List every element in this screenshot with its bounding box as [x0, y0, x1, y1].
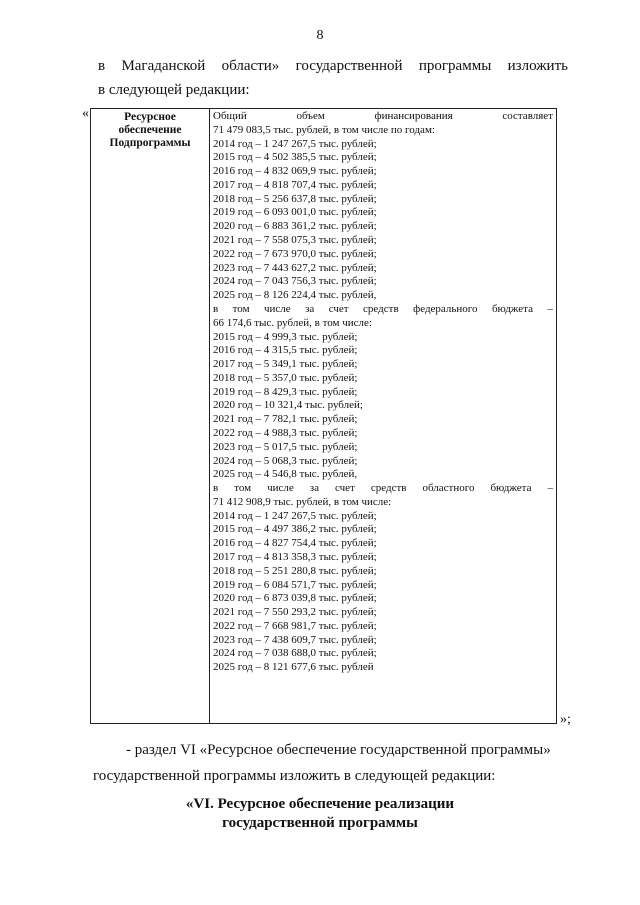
- year-line: 2019 год – 6 093 001,0 тыс. рублей;: [213, 206, 377, 219]
- word: в: [213, 302, 219, 315]
- regional-line: [213, 482, 553, 496]
- word: бюджета: [491, 302, 533, 315]
- year-line: 2024 год – 7 038 688,0 тыс. рублей;: [213, 647, 377, 660]
- year-line: 2021 год – 7 558 075,3 тыс. рублей;: [213, 234, 377, 247]
- label-line: Подпрограммы: [109, 137, 191, 149]
- word: числе: [267, 482, 294, 495]
- word: составляет: [502, 110, 553, 122]
- word: за: [309, 482, 319, 495]
- resource-label-cell: [91, 109, 210, 724]
- word: счет: [334, 482, 355, 495]
- word: том: [234, 482, 252, 495]
- word: –: [547, 482, 553, 495]
- year-line: 2022 год – 4 988,3 тыс. рублей;: [213, 426, 358, 439]
- federal-line-2: 66 174,6 тыс. рублей, в том числе:: [213, 316, 372, 329]
- total-line-2: 71 479 083,5 тыс. рублей, в том числе по годам:: [213, 123, 435, 136]
- year-line: 2024 год – 5 068,3 тыс. рублей;: [213, 454, 358, 467]
- quote-open: «: [82, 106, 89, 121]
- word: средств: [370, 482, 407, 495]
- year-line: 2020 год – 6 883 361,2 тыс. рублей;: [213, 220, 377, 233]
- year-line: 2020 год – 10 321,4 тыс. рублей;: [213, 399, 363, 412]
- year-line: 2023 год – 7 443 627,2 тыс. рублей;: [213, 261, 377, 274]
- year-line: 2018 год – 5 256 637,8 тыс. рублей;: [213, 192, 377, 205]
- intro-line-2: в следующей редакции:: [98, 82, 250, 98]
- word: числе: [263, 302, 291, 315]
- word: Общий: [213, 110, 247, 122]
- year-line: 2021 год – 7 550 293,2 тыс. рублей;: [213, 606, 377, 619]
- years-federal-list: [213, 331, 553, 483]
- regional-line-2: 71 412 908,9 тыс. рублей, в том числе:: [213, 495, 392, 508]
- heading-line: государственной программы: [222, 815, 418, 831]
- intro-word: области»: [221, 58, 280, 74]
- word: том: [232, 302, 250, 315]
- word: –: [547, 302, 553, 315]
- word: бюджета: [490, 482, 532, 495]
- word: в: [213, 482, 219, 495]
- word: объем: [296, 110, 325, 122]
- year-line: 2017 год – 4 813 358,3 тыс. рублей;: [213, 551, 377, 563]
- year-line: 2016 год – 4 315,5 тыс. рублей;: [213, 344, 358, 357]
- label-line: Ресурсное: [124, 111, 176, 123]
- year-line: 2018 год – 5 251 280,8 тыс. рублей;: [213, 564, 377, 577]
- year-line: 2017 год – 5 349,1 тыс. рублей;: [213, 358, 358, 371]
- year-line: 2019 год – 6 084 571,7 тыс. рублей;: [213, 578, 377, 591]
- year-line: 2017 год – 4 818 707,4 тыс. рублей;: [213, 178, 377, 191]
- intro-word: в: [98, 58, 106, 74]
- year-line: 2014 год – 1 247 267,5 тыс. рублей;: [213, 509, 377, 522]
- total-line: [213, 110, 553, 124]
- word: счет: [328, 302, 349, 315]
- page-number: 8: [316, 28, 324, 43]
- intro-word: Магаданской: [121, 58, 206, 74]
- year-line: 2020 год – 6 873 039,8 тыс. рублей;: [213, 592, 377, 605]
- word: за: [305, 302, 315, 315]
- intro-word: программы: [418, 58, 492, 74]
- year-line: 2016 год – 4 832 069,9 тыс. рублей;: [213, 165, 377, 178]
- resource-content: [210, 109, 556, 675]
- section-bullet-line-1: - раздел VI «Ресурсное обеспечение государственной программы»: [126, 742, 551, 758]
- year-line: 2021 год – 7 782,1 тыс. рублей;: [213, 413, 358, 426]
- intro-word: изложить: [507, 58, 568, 74]
- federal-line: [213, 303, 553, 317]
- section-bullet-line-2: государственной программы изложить в следующей редакции:: [93, 768, 496, 784]
- resource-label: [91, 109, 209, 150]
- year-line: 2014 год – 1 247 267,5 тыс. рублей;: [213, 137, 377, 150]
- year-line: 2018 год – 5 357,0 тыс. рублей;: [213, 371, 358, 384]
- year-line: 2015 год – 4 497 386,2 тыс. рублей;: [213, 523, 377, 536]
- word: областного: [422, 482, 475, 495]
- word: федерального: [413, 302, 478, 315]
- year-line: 2023 год – 7 438 609,7 тыс. рублей;: [213, 633, 377, 646]
- year-line: 2023 год – 5 017,5 тыс. рублей;: [213, 440, 358, 453]
- year-line: 2022 год – 7 668 981,7 тыс. рублей;: [213, 619, 377, 632]
- years-total-list: [213, 138, 553, 303]
- table-row: [91, 109, 557, 724]
- year-line: 2015 год – 4 999,3 тыс. рублей;: [213, 330, 358, 343]
- year-line: 2019 год – 8 429,3 тыс. рублей;: [213, 385, 358, 398]
- year-line: 2024 год – 7 043 756,3 тыс. рублей;: [213, 275, 377, 288]
- section-heading: [0, 795, 640, 833]
- year-line: 2016 год – 4 827 754,4 тыс. рублей;: [213, 537, 377, 550]
- intro-word: государственной: [295, 58, 403, 74]
- heading-line: «VI. Ресурсное обеспечение реализации: [185, 796, 455, 812]
- year-line: 2022 год – 7 673 970,0 тыс. рублей;: [213, 247, 377, 260]
- years-regional-list: [213, 510, 553, 675]
- year-line: 2025 год – 8 126 224,4 тыс. рублей,: [213, 289, 377, 302]
- intro-line-1: [98, 58, 568, 75]
- year-line: 2015 год – 4 502 385,5 тыс. рублей;: [213, 151, 377, 164]
- word: средств: [363, 302, 399, 315]
- year-line: 2025 год – 8 121 677,6 тыс. рублей: [213, 661, 374, 674]
- quote-close: »;: [560, 712, 571, 727]
- word: финансирования: [374, 110, 453, 122]
- resource-content-cell: [210, 109, 557, 724]
- year-line: 2025 год – 4 546,8 тыс. рублей,: [213, 468, 358, 481]
- resource-table: [90, 108, 557, 724]
- label-line: обеспечение: [118, 124, 182, 136]
